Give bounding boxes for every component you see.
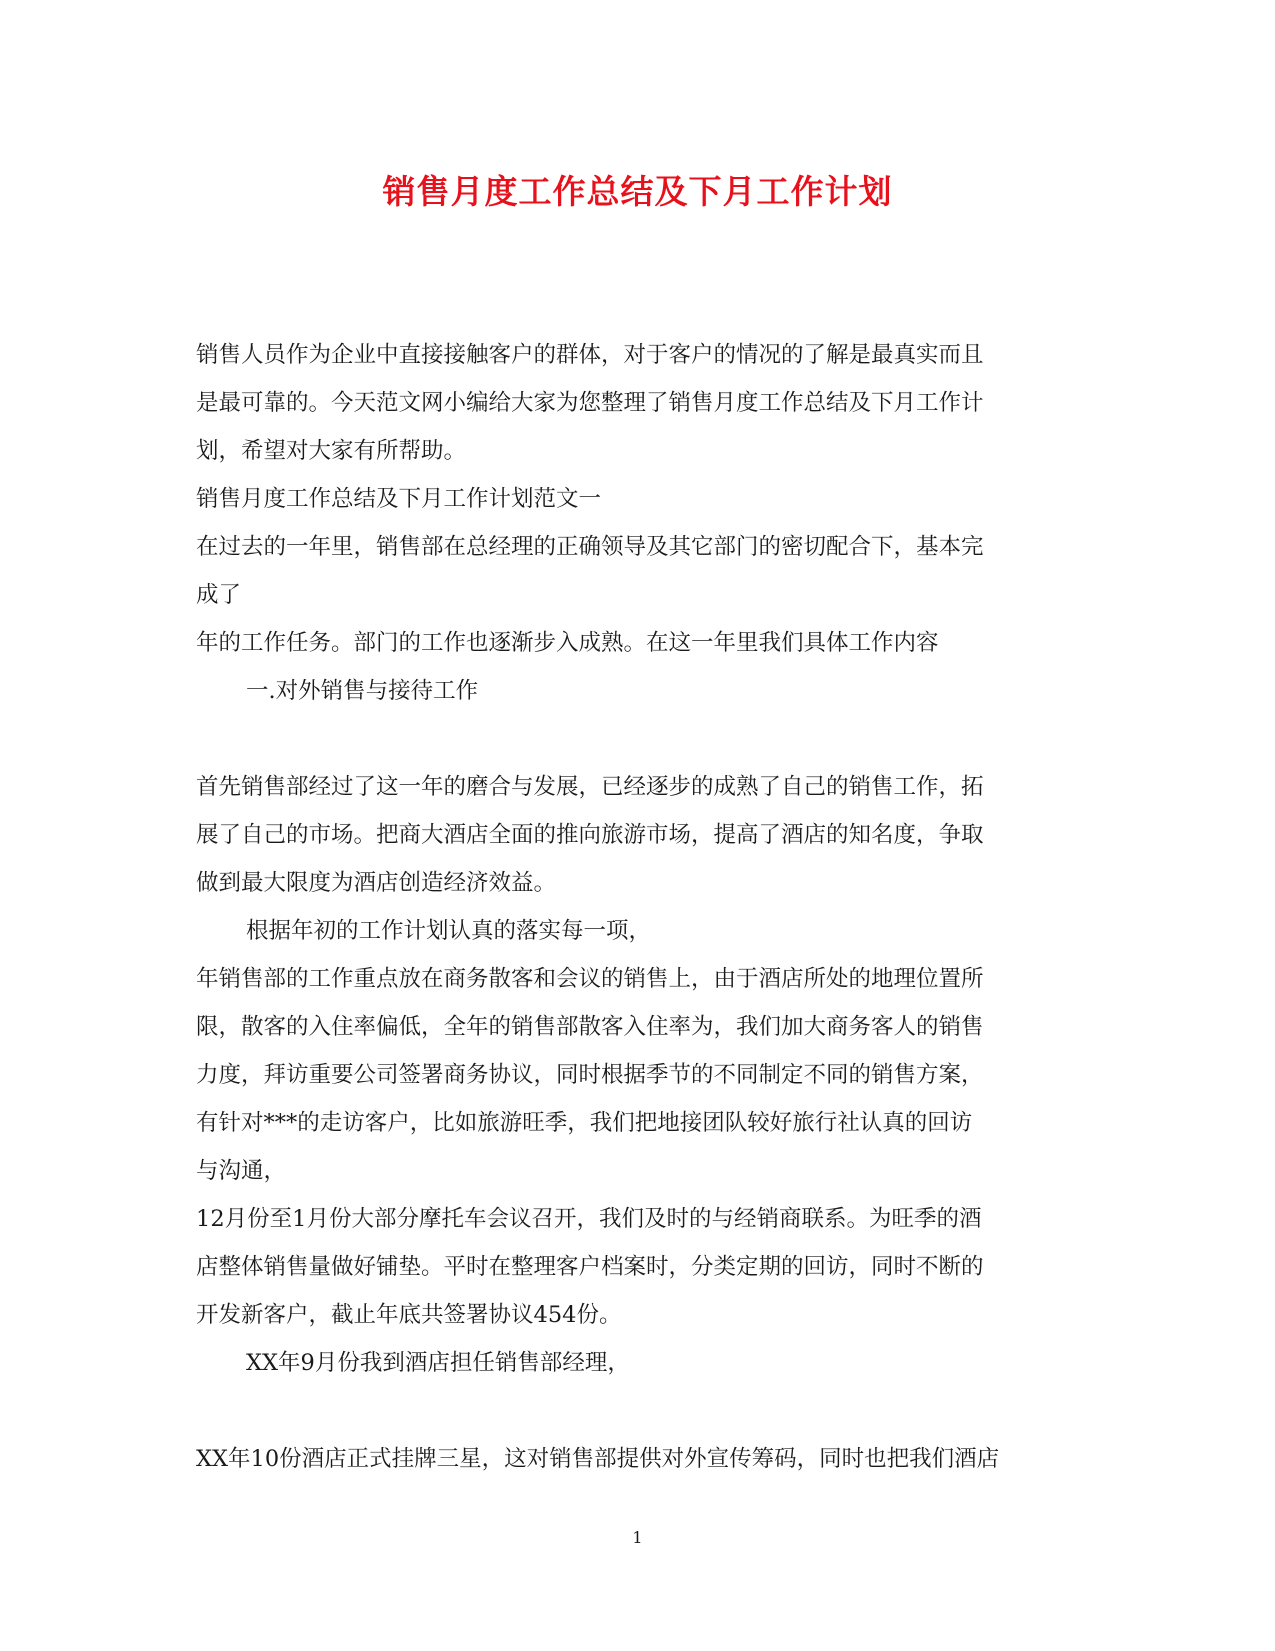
page-number: 1	[632, 1528, 643, 1547]
paragraph-line: 有针对***的走访客户，比如旅游旺季，我们把地接团队较好旅行社认真的回访	[196, 1110, 973, 1136]
paragraph-line: 与沟通，	[196, 1158, 287, 1184]
paragraph-line: 首先销售部经过了这一年的磨合与发展，已经逐步的成熟了自己的销售工作，拓	[196, 774, 984, 800]
paragraph-line: 展了自己的市场。把商大酒店全面的推向旅游市场，提高了酒店的知名度，争取	[196, 822, 984, 848]
paragraph-gap	[196, 715, 1076, 763]
paragraph-line: XX年10份酒店正式挂牌三星，这对销售部提供对外宣传筹码，同时也把我们酒店	[196, 1446, 1000, 1472]
paragraph-line: 成了	[196, 582, 242, 608]
paragraph-line: XX年9月份我到酒店担任销售部经理，	[246, 1350, 630, 1376]
paragraph-line: 店整体销售量做好铺垫。平时在整理客户档案时，分类定期的回访，同时不断的	[196, 1254, 984, 1280]
paragraph-line: 做到最大限度为酒店创造经济效益。	[196, 870, 557, 896]
paragraph-line: 根据年初的工作计划认真的落实每一项，	[246, 918, 652, 944]
paragraph-line: 开发新客户，截止年底共签署协议454份。	[196, 1302, 622, 1328]
paragraph-line: 划，希望对大家有所帮助。	[196, 438, 467, 464]
paragraph-gap	[196, 1387, 1076, 1435]
paragraph-line: 在过去的一年里，销售部在总经理的正确领导及其它部门的密切配合下，基本完	[196, 534, 984, 560]
section-heading: 销售月度工作总结及下月工作计划范文一	[196, 486, 602, 512]
paragraph-line: 销售人员作为企业中直接接触客户的群体，对于客户的情况的了解是最真实而且	[196, 342, 984, 368]
paragraph-line: 年的工作任务。部门的工作也逐渐步入成熟。在这一年里我们具体工作内容	[196, 630, 939, 656]
paragraph-line: 力度，拜访重要公司签署商务协议，同时根据季节的不同制定不同的销售方案，	[196, 1062, 984, 1088]
document-title: 销售月度工作总结及下月工作计划	[382, 172, 893, 211]
paragraph-line: 年销售部的工作重点放在商务散客和会议的销售上，由于酒店所处的地理位置所	[196, 966, 984, 992]
subsection-heading: 一.对外销售与接待工作	[246, 678, 479, 704]
document-body	[196, 331, 1076, 1483]
paragraph-line: 12月份至1月份大部分摩托车会议召开，我们及时的与经销商联系。为旺季的酒	[196, 1206, 982, 1232]
paragraph-line: 是最可靠的。今天范文网小编给大家为您整理了销售月度工作总结及下月工作计	[196, 390, 984, 416]
paragraph-line: 限，散客的入住率偏低，全年的销售部散客入住率为，我们加大商务客人的销售	[196, 1014, 984, 1040]
